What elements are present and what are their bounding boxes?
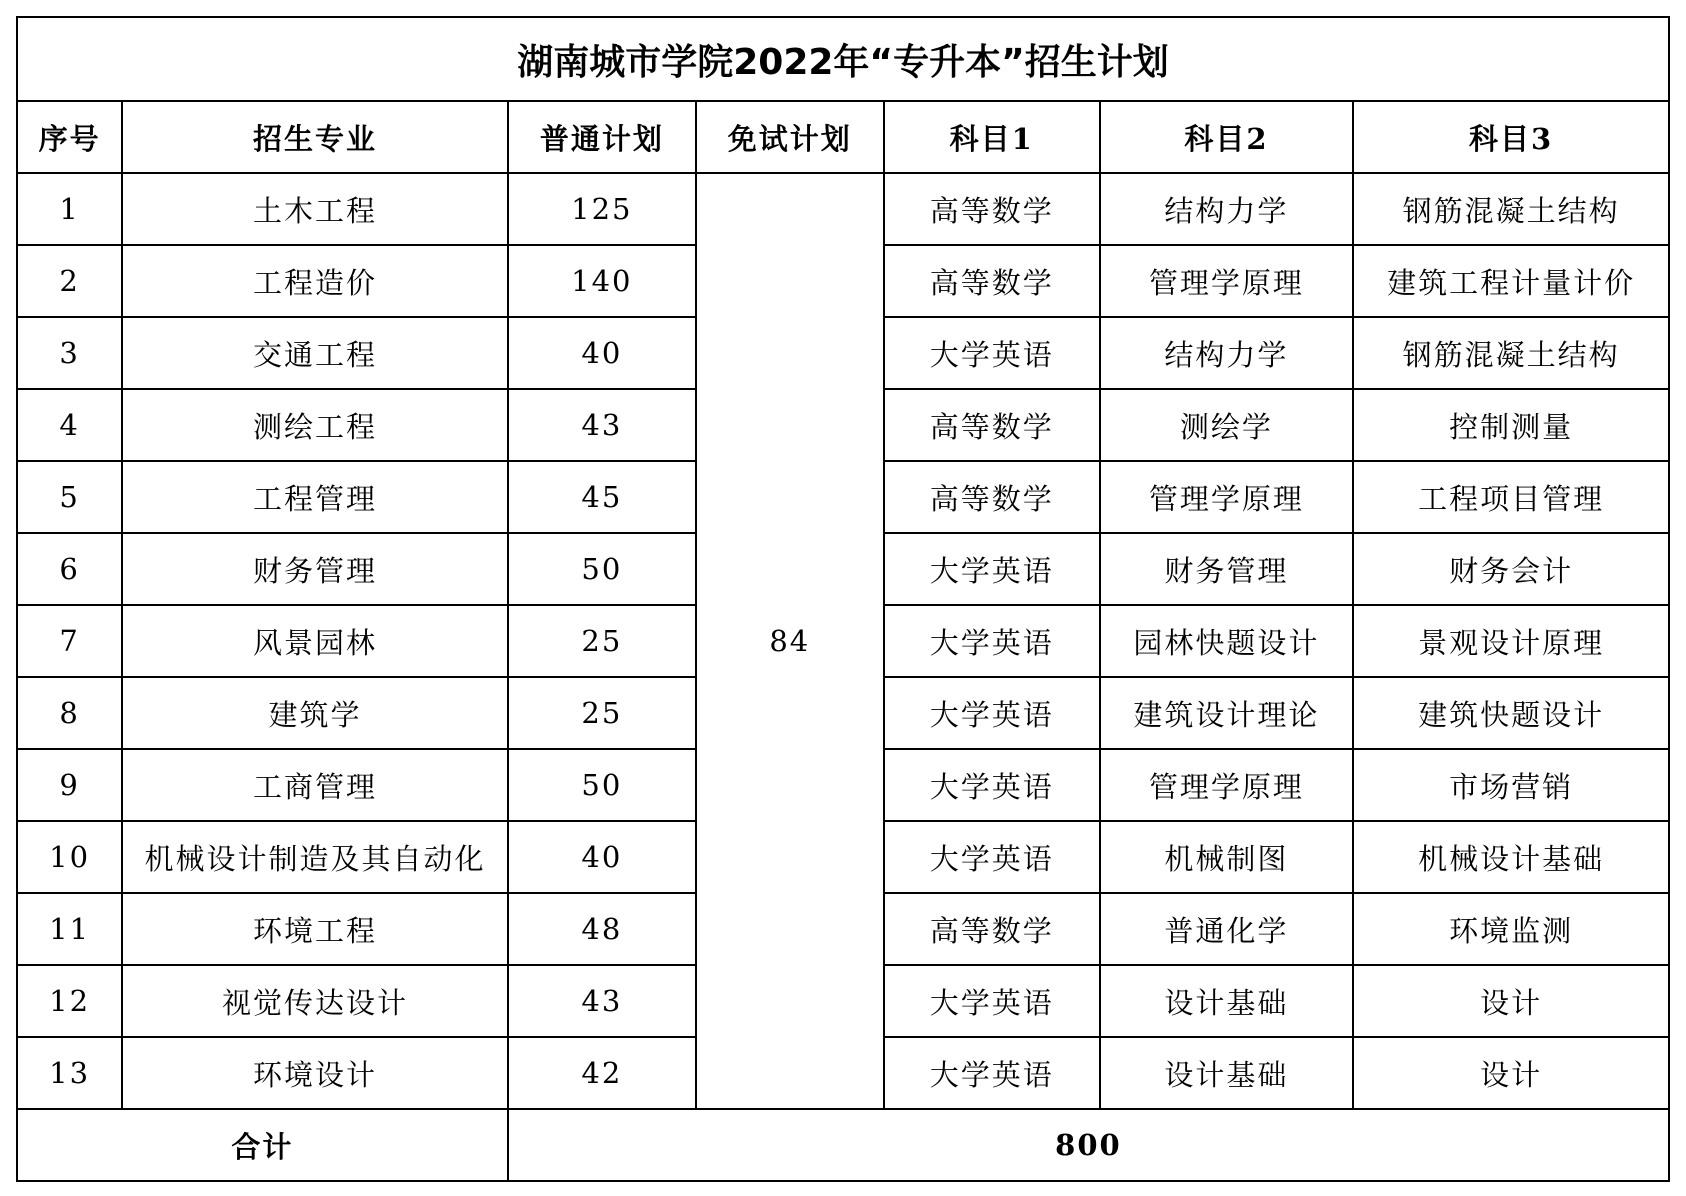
total-row [17, 1109, 1669, 1181]
row-index: 2 [17, 245, 122, 317]
row-index: 8 [17, 677, 122, 749]
row-subject-2: 结构力学 [1100, 317, 1353, 389]
row-major: 机械设计制造及其自动化 [122, 821, 508, 893]
header-index: 序号 [17, 101, 122, 173]
row-subject-3: 市场营销 [1353, 749, 1669, 821]
row-subject-1: 高等数学 [884, 389, 1100, 461]
header-exempt-plan: 免试计划 [696, 101, 884, 173]
row-subject-2: 测绘学 [1100, 389, 1353, 461]
row-normal-plan: 40 [508, 821, 696, 893]
table-row [17, 173, 1669, 245]
row-index: 3 [17, 317, 122, 389]
row-major: 环境设计 [122, 1037, 508, 1109]
row-subject-2: 建筑设计理论 [1100, 677, 1353, 749]
row-major: 环境工程 [122, 893, 508, 965]
row-major: 财务管理 [122, 533, 508, 605]
row-normal-plan: 43 [508, 965, 696, 1037]
table-title: 湖南城市学院2022年“专升本”招生计划 [17, 17, 1669, 101]
row-subject-1: 大学英语 [884, 749, 1100, 821]
row-subject-1: 高等数学 [884, 461, 1100, 533]
row-subject-3: 设计 [1353, 1037, 1669, 1109]
row-subject-2: 设计基础 [1100, 965, 1353, 1037]
row-index: 5 [17, 461, 122, 533]
row-subject-2: 设计基础 [1100, 1037, 1353, 1109]
row-major: 测绘工程 [122, 389, 508, 461]
row-subject-3: 工程项目管理 [1353, 461, 1669, 533]
header-subject-1: 科目1 [884, 101, 1100, 173]
total-value: 800 [508, 1109, 1669, 1181]
row-subject-2: 结构力学 [1100, 173, 1353, 245]
row-major: 工程造价 [122, 245, 508, 317]
row-normal-plan: 125 [508, 173, 696, 245]
row-major: 视觉传达设计 [122, 965, 508, 1037]
row-normal-plan: 40 [508, 317, 696, 389]
total-label: 合计 [17, 1109, 508, 1181]
row-major: 土木工程 [122, 173, 508, 245]
row-subject-3: 钢筋混凝土结构 [1353, 317, 1669, 389]
row-major: 风景园林 [122, 605, 508, 677]
header-row [17, 101, 1669, 173]
row-subject-1: 大学英语 [884, 965, 1100, 1037]
row-major: 工商管理 [122, 749, 508, 821]
row-normal-plan: 48 [508, 893, 696, 965]
row-subject-2: 园林快题设计 [1100, 605, 1353, 677]
row-subject-1: 大学英语 [884, 317, 1100, 389]
row-subject-2: 管理学原理 [1100, 461, 1353, 533]
header-subject-3: 科目3 [1353, 101, 1669, 173]
header-normal-plan: 普通计划 [508, 101, 696, 173]
enrollment-plan-table [16, 16, 1670, 1182]
title-row [17, 17, 1669, 101]
exempt-plan-total: 84 [696, 173, 884, 1109]
row-index: 12 [17, 965, 122, 1037]
row-major: 建筑学 [122, 677, 508, 749]
row-normal-plan: 25 [508, 677, 696, 749]
row-major: 工程管理 [122, 461, 508, 533]
row-normal-plan: 43 [508, 389, 696, 461]
row-normal-plan: 140 [508, 245, 696, 317]
row-index: 6 [17, 533, 122, 605]
row-subject-3: 建筑工程计量计价 [1353, 245, 1669, 317]
header-subject-2: 科目2 [1100, 101, 1353, 173]
row-index: 7 [17, 605, 122, 677]
row-subject-3: 机械设计基础 [1353, 821, 1669, 893]
row-subject-1: 高等数学 [884, 173, 1100, 245]
row-index: 1 [17, 173, 122, 245]
row-subject-1: 大学英语 [884, 821, 1100, 893]
row-subject-3: 控制测量 [1353, 389, 1669, 461]
row-normal-plan: 50 [508, 749, 696, 821]
row-subject-2: 机械制图 [1100, 821, 1353, 893]
row-normal-plan: 42 [508, 1037, 696, 1109]
row-subject-2: 普通化学 [1100, 893, 1353, 965]
header-major: 招生专业 [122, 101, 508, 173]
row-index: 9 [17, 749, 122, 821]
row-index: 10 [17, 821, 122, 893]
row-subject-1: 高等数学 [884, 245, 1100, 317]
row-normal-plan: 45 [508, 461, 696, 533]
row-subject-1: 大学英语 [884, 605, 1100, 677]
row-subject-1: 大学英语 [884, 677, 1100, 749]
row-index: 11 [17, 893, 122, 965]
row-subject-3: 钢筋混凝土结构 [1353, 173, 1669, 245]
row-subject-2: 财务管理 [1100, 533, 1353, 605]
row-subject-3: 财务会计 [1353, 533, 1669, 605]
row-subject-3: 环境监测 [1353, 893, 1669, 965]
row-normal-plan: 50 [508, 533, 696, 605]
row-subject-2: 管理学原理 [1100, 749, 1353, 821]
row-subject-1: 高等数学 [884, 893, 1100, 965]
row-subject-3: 景观设计原理 [1353, 605, 1669, 677]
row-index: 13 [17, 1037, 122, 1109]
row-index: 4 [17, 389, 122, 461]
row-subject-3: 建筑快题设计 [1353, 677, 1669, 749]
row-subject-1: 大学英语 [884, 533, 1100, 605]
row-major: 交通工程 [122, 317, 508, 389]
row-normal-plan: 25 [508, 605, 696, 677]
row-subject-2: 管理学原理 [1100, 245, 1353, 317]
row-subject-1: 大学英语 [884, 1037, 1100, 1109]
row-subject-3: 设计 [1353, 965, 1669, 1037]
